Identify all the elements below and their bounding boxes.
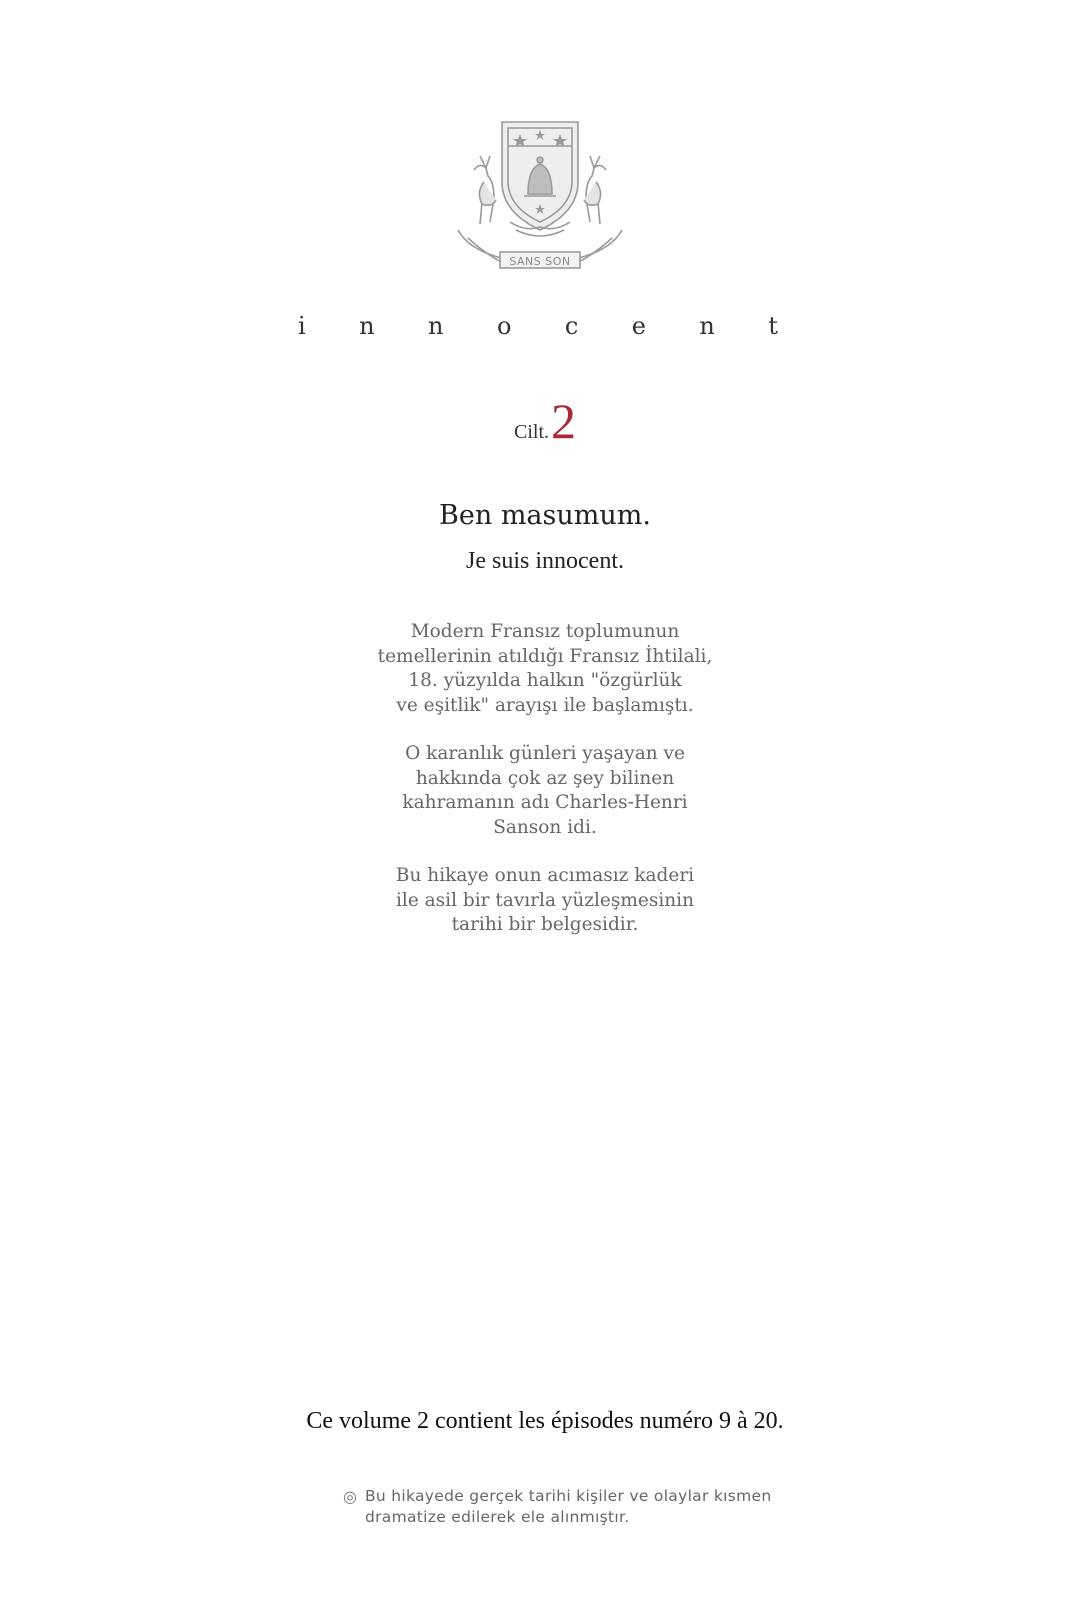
crest-illustration bbox=[450, 112, 630, 282]
series-title-letter: i bbox=[298, 312, 306, 340]
series-title-letter: n bbox=[699, 312, 715, 340]
disclaimer bbox=[343, 1486, 803, 1528]
volume-label: Cilt. bbox=[513, 421, 549, 443]
series-title bbox=[298, 312, 778, 340]
episodes-note: Ce volume 2 contient les épisodes numéro 9 à 20. bbox=[306, 1408, 784, 1434]
series-title-letter: n bbox=[359, 312, 375, 340]
series-title-letter: e bbox=[631, 312, 646, 340]
synopsis-paragraph: Bu hikaye onun acımasız kaderi ile asil bir tavırla yüzleşmesinin tarihi bir belgesidir. bbox=[395, 865, 695, 935]
series-title-letter: n bbox=[428, 312, 444, 340]
series-title-letter: c bbox=[564, 312, 579, 340]
synopsis bbox=[0, 620, 1090, 962]
volume-indicator bbox=[0, 393, 1090, 449]
series-title-letter: t bbox=[768, 312, 778, 340]
crest-motto: SANS SON bbox=[509, 255, 571, 268]
synopsis-paragraph: Modern Fransız toplumunun temellerinin atıldığı Fransız İhtilali, 18. yüzyılda halkın "özgürlük ve eşitlik" arayışı ile başlamıştı. bbox=[377, 621, 713, 716]
disclaimer-text: Bu hikayede gerçek tarihi kişiler ve olaylar kısmen dramatize edilerek ele alınmıştır. bbox=[364, 1487, 772, 1526]
tagline-french: Je suis innocent. bbox=[466, 548, 624, 574]
series-title-letter: o bbox=[496, 312, 512, 340]
synopsis-paragraph: O karanlık günleri yaşayan ve hakkında çok az şey bilinen kahramanın adı Charles-Henri Sanson idi. bbox=[402, 743, 688, 838]
bullseye-icon: ◎ bbox=[343, 1487, 357, 1506]
sanson-crest-emblem bbox=[450, 112, 630, 282]
tagline-turkish: Ben masumum. bbox=[439, 500, 651, 531]
volume-number: 2 bbox=[551, 393, 576, 449]
